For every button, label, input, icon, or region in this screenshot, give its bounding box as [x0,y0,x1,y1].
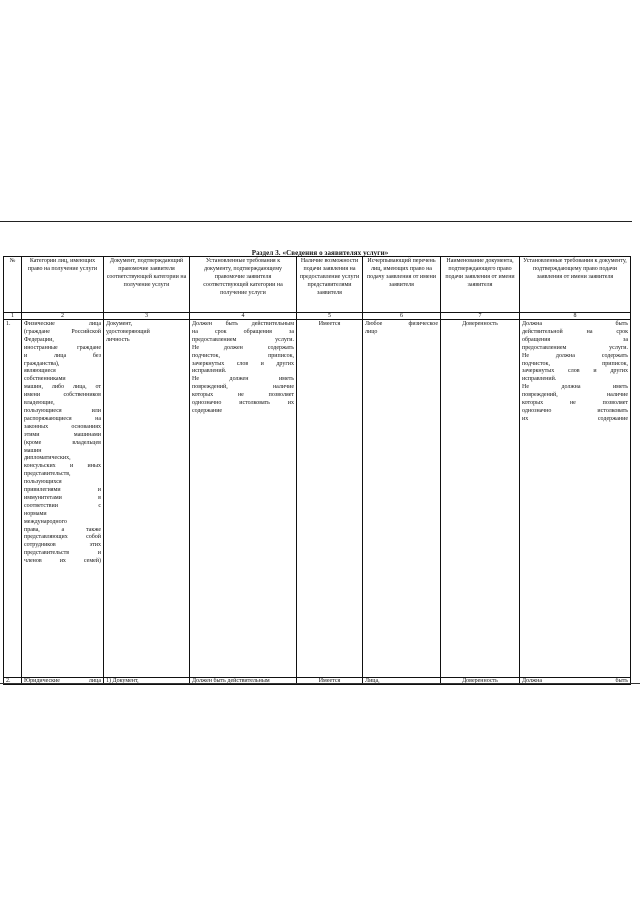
cell-line: подчисток, приписок, [192,352,294,359]
cell-line: законных основаниях [24,423,101,430]
cell-line: представляющих собой [24,534,101,541]
cell-line: Не должна содержать [522,352,628,359]
cell-line: исправлений. [192,368,227,375]
document-cell: 1) Документ, [104,678,190,685]
column-number: 8 [520,313,631,320]
cell-line: Любое физическое [365,321,438,327]
header-cell-requirements: Установленные требования к документу, подтверждающему правомочие заявителя соответствующей категории на получение услуги [190,257,297,313]
cell-line: их содержание [522,415,628,422]
cell-line: права, а также [24,526,101,533]
cell-line: обращения за [522,336,628,343]
cell-line: на срок обращения за [192,328,294,335]
row-number: 1. [4,320,22,678]
cell-line: машин [24,447,42,454]
cell-line: исправлений. [522,376,557,383]
column-number: 1 [4,313,22,320]
column-number: 4 [190,313,297,320]
representatives-cell: Имеется [297,320,363,678]
column-number: 6 [363,313,441,320]
cell-line: являющиеся [24,368,56,375]
column-number: 2 [22,313,104,320]
cell-line: представительств и [24,550,101,557]
cell-line: привилегиями и [24,487,101,494]
cell-line: которых не позволяет [192,392,294,399]
cell-line: имени собственников [24,392,101,399]
page-bottom-rule [0,683,640,684]
row-number: 2. [4,678,22,685]
cell-line: соответствии с [24,502,101,509]
cell-line: Не должен иметь [192,376,294,383]
cell-line: гражданства), [24,360,60,367]
cell-line: дипломатических, [24,455,71,462]
cell-line: членов их семей) [24,558,101,565]
column-number: 7 [441,313,520,320]
cell-line: международного [24,518,67,525]
cell-line: которых не позволяет [522,400,628,407]
cell-line: Федерации, [24,336,54,343]
applicants-table [3,256,631,685]
category-cell [22,320,104,678]
header-cell-rep-document: Наименование документа, подтверждающего право подачи заявления от имени заявителя [441,257,520,313]
cell-line: повреждений, наличие [522,392,628,399]
requirements-cell [190,320,297,678]
cell-line: (граждане Российской [24,328,101,335]
rep-document-cell: Доверенность [441,678,520,685]
cell-line: удостоверяющий [106,328,150,335]
column-number: 3 [104,313,190,320]
header-cell-document: Документ, подтверждающий правомочие заявителя соответствующей категории на получение услуги [104,257,190,313]
cell-line: предоставлением услуги. [522,344,628,351]
page-top-rule [0,221,632,222]
header-cell-category: Категории лиц, имеющих право на получение услуги [22,257,104,313]
cell-line: однозначно истолковать их [192,400,294,407]
cell-line: действительной на срок [522,328,628,335]
cell-line: пользующиеся или [24,407,101,414]
table-header-row [4,257,631,313]
rep-requirements-cell [520,320,631,678]
table-row [4,320,631,678]
category-cell: Юридические лица [22,678,104,685]
column-number-row [4,313,631,320]
cell-line: этими машинами [24,431,101,438]
column-number: 5 [297,313,363,320]
cell-line: нормами [24,510,47,517]
header-cell-persons: Исчерпывающий перечень лиц, имеющих право на подачу заявления от имени заявителя [363,257,441,313]
cell-line: предоставлением услуги. [192,336,294,343]
header-cell-representatives: Наличие возможности подачи заявления на предоставление услуги представителями заявителя [297,257,363,313]
persons-cell: Лица, [363,678,441,685]
cell-line: зачеркнутых слов и других [522,368,628,375]
cell-line: Физические лица [24,321,101,327]
cell-line: (кроме владельцев [24,439,101,446]
representatives-cell: Имеется [297,678,363,685]
document-cell [104,320,190,678]
section-title: Раздел 3. «Сведения о заявителях услуги» [251,249,389,257]
cell-line: личность [106,336,130,343]
cell-line: подчисток, приписок, [522,360,628,367]
cell-line: Документ, [106,321,133,327]
cell-line: однозначно истолковать [522,407,628,414]
cell-line: машин, либо лица, от [24,384,101,391]
cell-line: пользующихся [24,479,62,486]
persons-cell [363,320,441,678]
cell-line: Не должна иметь [522,384,628,391]
cell-line: и лица без [24,352,101,359]
header-cell-number: № [4,257,22,313]
cell-line: владеющие, [24,400,55,407]
cell-line: зачеркнутых слов и других [192,360,294,367]
cell-line: повреждений, наличие [192,384,294,391]
cell-line: иностранные граждане [24,344,101,351]
cell-line: распоряжающиеся на [24,415,101,422]
rep-requirements-cell: Должна быть [520,678,631,685]
cell-line: иммунитетами в [24,494,101,501]
cell-line: Должен быть действительным [192,321,294,327]
cell-line: Должна быть [522,321,628,327]
requirements-cell: Должен быть действительным [190,678,297,685]
cell-line: представительств, [24,471,71,478]
cell-line: Не должен содержать [192,344,294,351]
cell-line: сотрудников этих [24,542,101,549]
cell-line: консульских и иных [24,463,101,470]
header-cell-rep-requirements: Установленные требования к документу, подтверждающему право подачи заявления от имени заявителя [520,257,631,313]
rep-document-cell: Доверенность [441,320,520,678]
cell-line: содержание [192,407,223,414]
cell-line: собственниками [24,376,66,383]
cell-line: лицо [365,328,378,335]
